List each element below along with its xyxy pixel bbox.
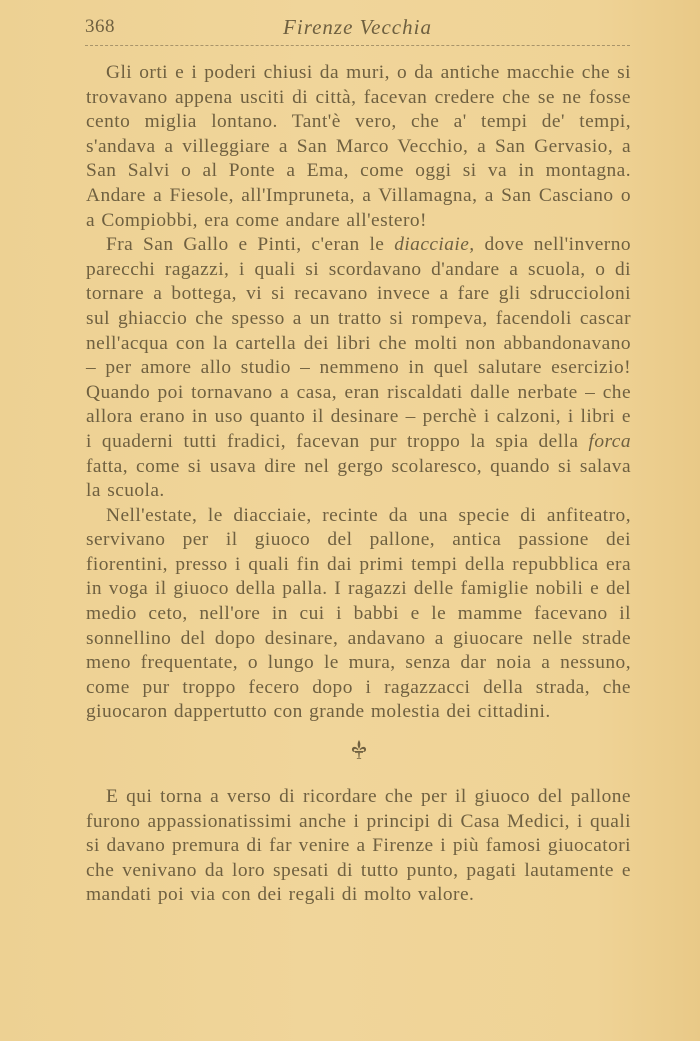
paragraph-gardens [86,61,631,233]
page-number: 368 [85,16,115,37]
paragraph-diacciaie-summer [86,504,631,725]
running-title: Firenze Vecchia [283,15,432,39]
paragraph-diacciaie-winter [86,233,631,504]
section-ornament [86,733,631,773]
italic-term: forca [588,430,631,452]
page-header [85,14,630,48]
paragraph-text: Fra San Gallo e Pinti, c'eran le [106,234,395,256]
body-text [86,61,631,908]
paragraph-text: Gli orti e i poderi chiusi da muri, o da antiche macchie che si trovavano appena usciti di città, facevan credere che se ne fosse cento miglia lontano. Tant'è vero, che a' tempi de' tempi, s'andava a villeggiare a San Marco Vecchio, a San Gervasio, a San Salvi o al Ponte a Ema, come oggi si va in montagna. Andare a Fiesole, all'Impruneta, a Villamagna, a San Casciano o a Compiobbi, era come andare all'estero! [86,62,631,231]
paragraph-text: Nell'estate, le diacciaie, recinte da una specie di anfiteatro, servivano per il giuoco del pallone, antica passione dei fiorentini, presso i quali fin dai primi tempi della repubblica era in voga il giuoco della palla. I ragazzi delle famiglie nobili e del medio ceto, nell'ore in cui i babbi e le mamme facevano il sonnellino del dopo desinare, andavano a giuocare nelle strade meno frequentate, o lungo le mura, senza dar noia a nessuno, come pur troppo fecero dopo i ragazzacci della strada, che giuocaron dappertutto con grande molestia dei cittadini. [86,504,631,723]
paragraph-text: dove nell'inverno parecchi ragazzi, i quali si scordavano d'andare a scuola, o di tornare a bottega, vi si recavano invece a fare gli sdruccioloni sul ghiaccio che spesso a un tratto si rompeva, facendoli cascar nell'acqua con la cartella dei libri che molti non abbandonavano – per amore allo studio – nemmeno in quel salutare esercizio! Quando poi tornavano a casa, eran riscaldati dalle nerbate – che allora erano in uso quanto il desinare – perchè i calzoni, i libri e i quaderni tutti fradici, facevan pur troppo la spia della [86,234,631,452]
paragraph-text: E qui torna a verso di ricordare che per il giuoco del pallone furono appassionatissimi anche i principi di Casa Medici, i quali si davano premura di far venire a Firenze i più famosi giuocatori che venivano da loro spesati di tutto punto, pagati lautamente e mandati poi via con dei regali di molto valore. [86,786,631,906]
paragraph-medici [86,785,631,908]
paragraph-text: fatta, come si usava dire nel gergo scolaresco, quando si salava la scuola. [86,455,631,502]
fleur-de-lis-icon [350,739,368,761]
header-rule [85,45,630,46]
italic-term: diacciaie, [394,234,475,256]
